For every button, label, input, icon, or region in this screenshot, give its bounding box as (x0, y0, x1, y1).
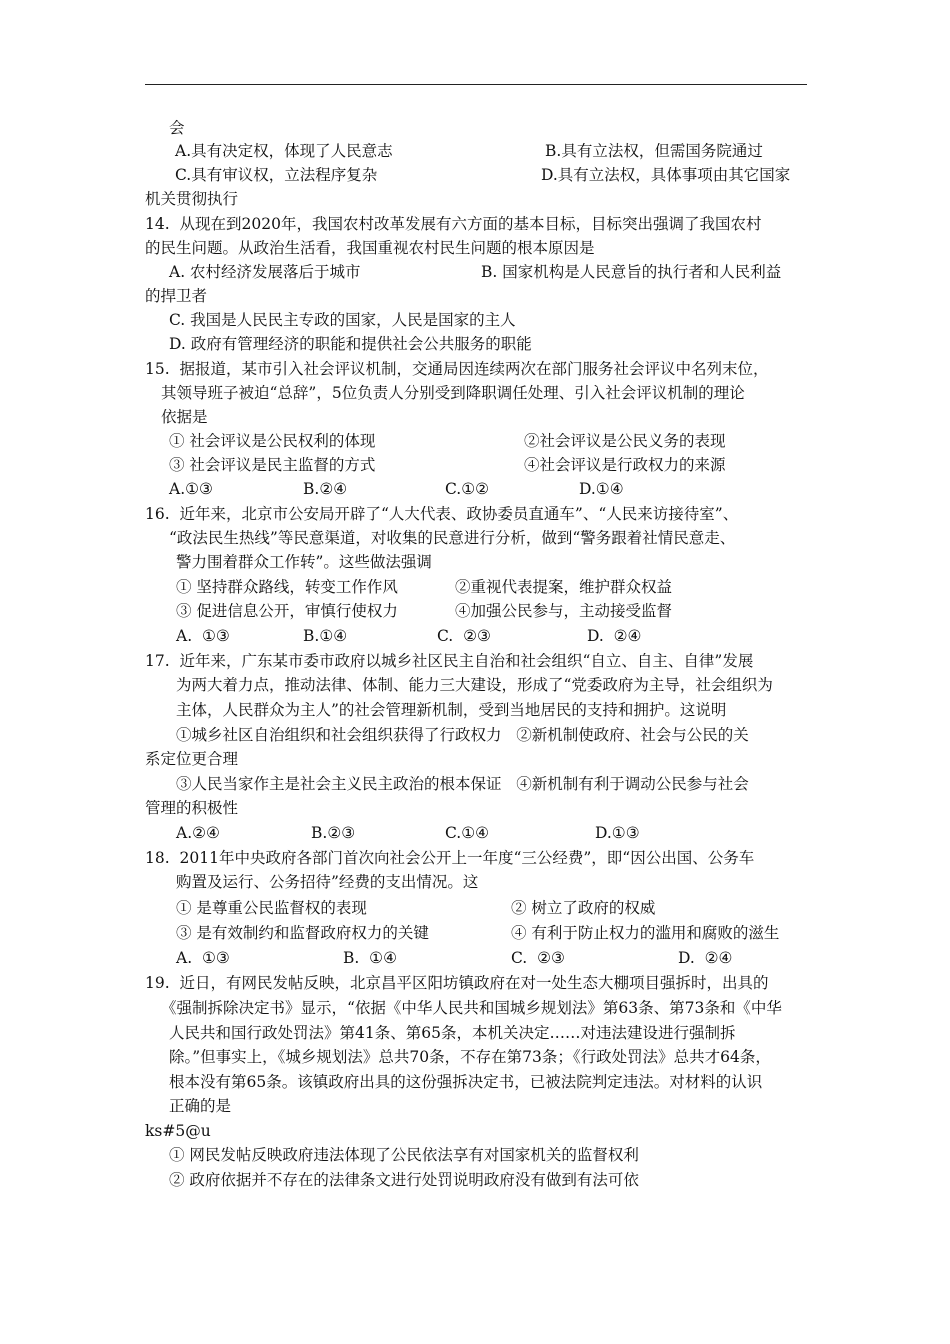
text-line: 系定位更合理 (145, 750, 239, 768)
text-line: C.①② (445, 480, 490, 498)
text-line: C.①④ (445, 824, 490, 842)
text-line: ③人民当家作主是社会主义民主政治的根本保证 ④新机制有利于调动公民参与社会 (176, 775, 749, 793)
text-line: B.②④ (303, 480, 348, 498)
text-line: D. ②④ (678, 949, 733, 967)
text-line: A. ①③ (176, 627, 230, 645)
text-line: A.②④ (176, 824, 220, 842)
text-line: ① 网民发帖反映政府违法体现了公民依法享有对国家机关的监督权利 (169, 1146, 639, 1164)
text-line: 为两大着力点，推动法律、体制、能力三大建设，形成了“党委政府为主导，社会组织为 (176, 676, 773, 694)
text-line: 会 (169, 119, 185, 137)
text-line: 机关贯彻执行 (145, 190, 239, 208)
text-line: D.①③ (595, 824, 640, 842)
text-line: B.②③ (311, 824, 356, 842)
text-line: C. 我国是人民民主专政的国家，人民是国家的主人 (169, 311, 516, 329)
text-line: ② 树立了政府的权威 (511, 899, 656, 917)
text-line: 正确的是 (169, 1097, 232, 1115)
text-line: ③ 社会评议是民主监督的方式 (169, 456, 376, 474)
text-line: 管理的积极性 (145, 799, 239, 817)
text-line: 购置及运行、公务招待”经费的支出情况。这 (176, 873, 479, 891)
text-line: 18. 2011年中央政府各部门首次向社会公开上一年度“三公经费”，即“因公出国、公务车 (145, 849, 755, 867)
text-line: B. ①④ (343, 949, 397, 967)
text-line: 17. 近年来，广东某市委市政府以城乡社区民主自治和社会组织“自立、自主、自律”发展 (145, 652, 754, 670)
text-line: A.具有决定权，体现了人民意志 (175, 142, 393, 160)
text-line: 16. 近年来，北京市公安局开辟了“人大代表、政协委员直通车”、“人民来访接待室”、 (145, 505, 739, 523)
text-line: 的民生问题。从政治生活看，我国重视农村民生问题的根本原因是 (145, 239, 595, 257)
text-line: ③ 促进信息公开，审慎行使权力 (176, 602, 398, 620)
text-line: ① 社会评议是公民权利的体现 (169, 432, 376, 450)
text-line: B. 国家机构是人民意旨的执行者和人民利益 (481, 263, 782, 281)
text-line: B.①④ (303, 627, 348, 645)
text-line: 人民共和国行政处罚法》第41条、第65条，本机关决定……对违法建设进行强制拆 (169, 1024, 736, 1042)
text-line: 19. 近日，有网民发帖反映，北京昌平区阳坊镇政府在对一处生态大棚项目强拆时，出具的 (145, 974, 769, 992)
text-line: ① 坚持群众路线，转变工作作风 (176, 578, 398, 596)
text-line: 《强制拆除决定书》显示，“依据《中华人民共和国城乡规划法》第63条、第73条和《中华 (161, 999, 782, 1017)
text-line: D. 政府有管理经济的职能和提供社会公共服务的职能 (169, 335, 532, 353)
text-line: 14. 从现在到2020年，我国农村改革发展有六方面的基本目标，目标突出强调了我国农村 (145, 215, 762, 233)
text-line: ks#5@u (145, 1122, 211, 1140)
text-line: ②重视代表提案，维护群众权益 (455, 578, 673, 596)
text-line: A. ①③ (176, 949, 230, 967)
text-line: ② 政府依据并不存在的法律条文进行处罚说明政府没有做到有法可依 (169, 1171, 639, 1189)
text-line: ① 是尊重公民监督权的表现 (176, 899, 367, 917)
text-line: A. 农村经济发展落后于城市 (169, 263, 361, 281)
text-line: C. ②③ (511, 949, 565, 967)
text-line: D.具有立法权，具体事项由其它国家 (541, 166, 791, 184)
text-line: C.具有审议权，立法程序复杂 (175, 166, 378, 184)
text-line: 依据是 (161, 408, 208, 426)
text-line: 的捍卫者 (145, 287, 208, 305)
text-line: 除。”但事实上，《城乡规划法》总共70条，不存在第73条；《行政处罚法》总共才64条， (169, 1048, 771, 1066)
text-line: ④加强公民参与，主动接受监督 (455, 602, 673, 620)
header-rule (145, 84, 807, 85)
text-line: A.①③ (169, 480, 213, 498)
text-line: ③ 是有效制约和监督政府权力的关键 (176, 924, 429, 942)
text-line: 根本没有第65条。该镇政府出具的这份强拆决定书，已被法院判定违法。对材料的认识 (169, 1073, 763, 1091)
text-line: “政法民生热线”等民意渠道，对收集的民意进行分析，做到“警务跟着社情民意走、 (169, 529, 736, 547)
text-line: D.①④ (579, 480, 624, 498)
text-line: ④社会评议是行政权力的来源 (524, 456, 726, 474)
text-line: 警力围着群众工作转”。这些做法强调 (176, 553, 432, 571)
text-line: ①城乡社区自治组织和社会组织获得了行政权力 ②新机制使政府、社会与公民的关 (176, 726, 749, 744)
text-line: D. ②④ (587, 627, 642, 645)
text-line: 15. 据报道，某市引入社会评议机制，交通局因连续两次在部门服务社会评议中名列末位， (145, 360, 769, 378)
text-line: 其领导班子被迫“总辞”，5位负责人分别受到降职调任处理、引入社会评议机制的理论 (161, 384, 745, 402)
text-line: ④ 有利于防止权力的滥用和腐败的滋生 (511, 924, 780, 942)
text-line: C. ②③ (437, 627, 491, 645)
text-line: 主体，人民群众为主人”的社会管理新机制，受到当地居民的支持和拥护。这说明 (176, 701, 727, 719)
text-line: ②社会评议是公民义务的表现 (524, 432, 726, 450)
text-line: B.具有立法权，但需国务院通过 (545, 142, 763, 160)
